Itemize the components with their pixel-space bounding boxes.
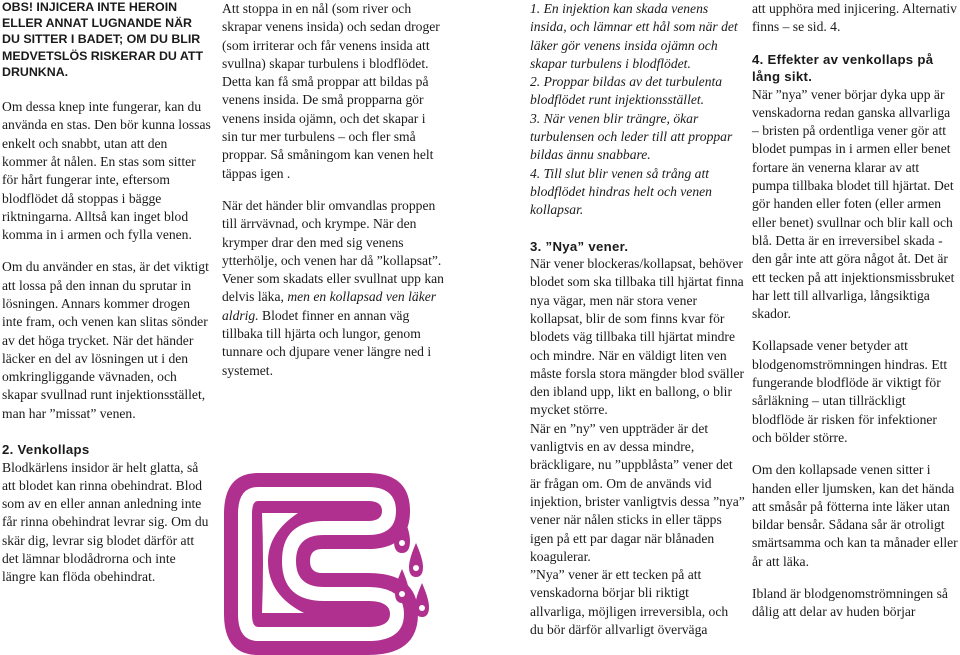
- emphasis-text: men en kollapsad ven läker aldrig.: [222, 289, 437, 323]
- column-2: [222, 0, 444, 380]
- paragraph: När en ”ny” ven uppträder är det vanligtvis en av dessa mindre, bräckligare, nu ”uppblåsta” vener det är frågan om. Om de används vid injektion, brister vanligtvis dessa ”nya” vener när nålen sticks in eller täpps igen på ett par dagar när blånaden koagulerar.: [530, 420, 745, 564]
- list-item: 4. Till slut blir venen så trång att blodflödet hindras helt och venen kollapsar.: [530, 165, 712, 218]
- paragraph: Blodkärlens insidor är helt glatta, så att blodet kan rinna obehindrat. Blod som av en eller annan anledning inte får rinna obehindrat levrar sig. Om du skär dig, levrar sig blodet därför att det lämnar blodådrorna och inte längre kan flöda obehindrat.: [2, 459, 209, 585]
- paragraph: att upphöra med injicering. Alternativ finns – se sid. 4.: [752, 1, 957, 35]
- paragraph: När ”nya” vener börjar dyka upp är venskadorna redan ganska allvarliga – bristen på ordentliga vener gör att blodet pumpas in i armen eller benet fortare än venerna klarar av att pumpa tillbaka blodet till hjärtat. Det gör handen eller foten (eller armen eller benet) svullnar och blir kall och blå. Detta är en irreversibel skada - den går inte att göra något åt. Det är ett tecken på att injektionsmissbruket har lett till allvarliga, långsiktiga skador.: [752, 86, 955, 322]
- list-item: 1. En injektion kan skada venens insida, och lämnar ett hål som när det läker gör venens insida ojämn och skapar turbulens i blodflödet.: [530, 1, 738, 71]
- vein-collapse-illustration: [218, 463, 440, 655]
- text-run: När det händer blir omvandlas proppen till ärrvävnad, och krympe. När den krymper drar den med sig venens ytterhölje, och venen har då ”kollapsat”.: [222, 197, 442, 268]
- paragraph: När vener blockeras/kollapsat, behöver blodet som ska tillbaka till hjärtat finna nya vägar, men när stora vener kollapsat, blir de som finns kvar för blodets väg tillbaka till hjärtat mindre och mindre. När en väldigt liten ven måste forsla stora mängder blod sväller den ibland upp, likt en ballong, o blir mycket större.: [530, 256, 745, 418]
- column-3: [530, 0, 745, 639]
- section-heading-venkollaps: 2. Venkollaps: [2, 442, 90, 458]
- list-item: 2. Proppar bildas av det turbulenta blodflödet runt injektionsstället.: [530, 74, 723, 108]
- section-heading-nya-vener: 3. ”Nya” vener.: [530, 238, 629, 254]
- column-1: [2, 0, 212, 587]
- paragraph: Ibland är blodgenomströmningen så dålig att delar av huden börjar: [752, 586, 948, 620]
- paragraph: Om dessa knep inte fungerar, kan du använda en stas. Den bör kunna lossas enkelt och snabbt, utan att den kommer åt nålen. En stas som sitter för hårt fungerar inte, eftersom blodflödet då stoppas i bägge riktningarna. Alltså kan inget blod komma in i armen och fylla venen.: [2, 99, 211, 243]
- text-run: Blodet finner en annan väg tillbaka till hjärta och lungor, genom tunnare och djupare vener längre ned i systemet.: [222, 307, 432, 378]
- warning-text: OBS! INJICERA INTE HEROIN ELLER ANNAT LUGNANDE NÄR DU SITTER I BADET; OM DU BLIR MEDVETSLÖS RISKERAR DU ATT DRUNKNA.: [2, 0, 204, 79]
- section-heading-effekter: 4. Effekter av venkollaps på lång sikt.: [752, 51, 934, 85]
- paragraph: Detta kan få små proppar att bildas på venens insida. De små propparna gör venens insida ojämn, och det skapar i sin tur mer turbulens – och fler små proppar. Så småningom kan venen helt täppas igen .: [222, 74, 434, 181]
- paragraph: Om den kollapsade venen sitter i handen eller ljumsken, kan det hända att småsår på fötterna inte läker utan bildar bensår. Sådana sår är otroligt smärtsamma och kan ta månader eller år att läka.: [752, 462, 958, 569]
- paragraph: ”Nya” vener är ett tecken på att venskadorna börjar bli riktigt allvarliga, möjligen irreversibla, och du bör därför allvarligt överväga: [530, 567, 729, 637]
- text-run: Vener som skadats eller svullnat upp kan delvis läka,: [222, 271, 444, 305]
- column-4: [752, 0, 958, 622]
- paragraph: Att stoppa in en nål (som river och skrapar venens insida) och sedan droger (som irriterar och får venens insida att svullna) skapar turbulens i blodflödet.: [222, 1, 440, 71]
- list-item: 3. När venen blir trängre, ökar turbulensen och leder till att proppar bildas ännu snabbare.: [530, 110, 733, 163]
- paragraph: Om du använder en stas, är det viktigt att lossa på den innan du sprutar in lösningen. Annars kommer drogen inte fram, och venen kan slitas sönder av det höga trycket. När det händer läcker en del av lösningen ut i den omkringliggande vävnaden, och skapar svullnad runt injektionsstället, man har ”missat” venen.: [2, 259, 209, 421]
- paragraph: [222, 197, 444, 380]
- paragraph: Kollapsade vener betyder att blodgenomströmningen hindras. Ett fungerande blodflöde är viktigt för sårläkning – utan tillräckligt blodflöde är risken för infektioner och bölder större.: [752, 338, 948, 445]
